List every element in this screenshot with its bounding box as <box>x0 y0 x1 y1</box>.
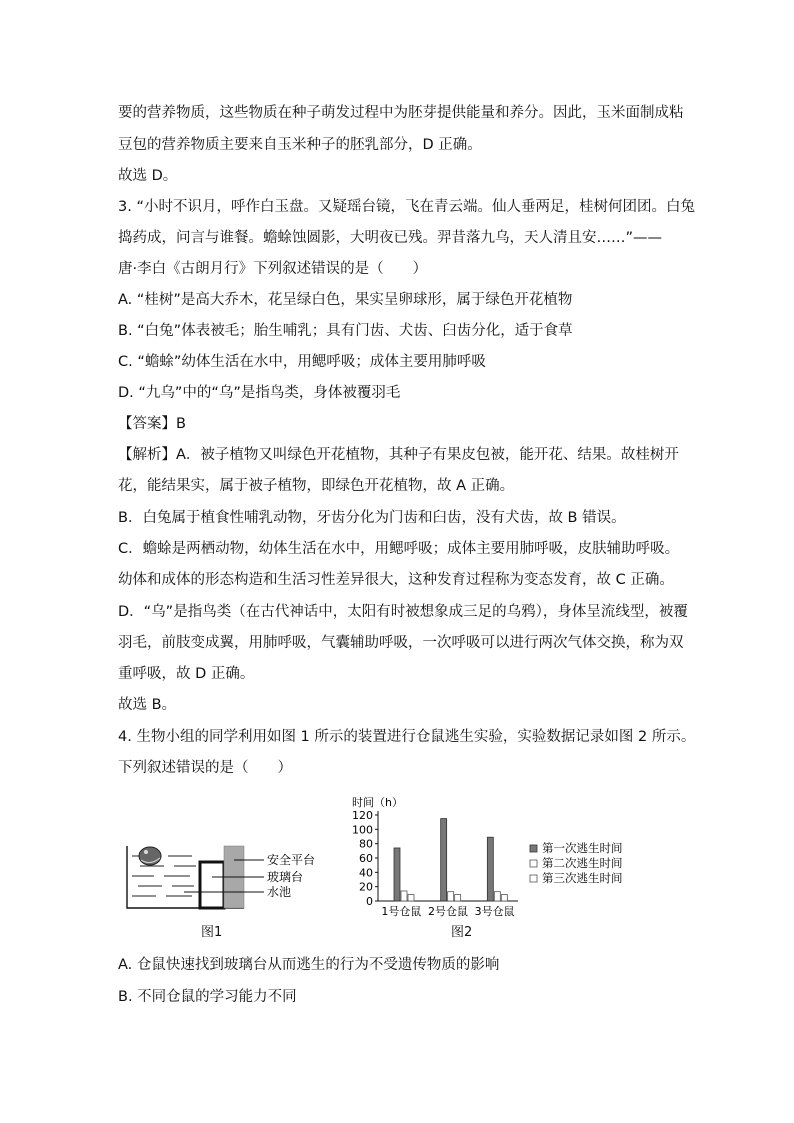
bar <box>408 895 414 901</box>
text-line: C. “蟾蜍”幼体生活在水中，用鳃呼吸；成体主要用肺呼吸 <box>118 354 486 370</box>
text-line: 故选 D。 <box>118 168 178 184</box>
category-label: 3号仓鼠 <box>474 905 515 918</box>
text-line: D．“乌”是指鸟类（在古代神话中，太阳有时被想象成三足的乌鸦），身体呈流线型，被覆 <box>118 604 688 620</box>
text-line: 重呼吸，故 D 正确。 <box>118 666 255 682</box>
bar <box>501 895 507 901</box>
text-line: A. “桂树”是高大乔木，花呈绿白色，果实呈卵球形，属于绿色开花植物 <box>118 292 573 308</box>
category-label: 1号仓鼠 <box>381 905 422 918</box>
figure1-apparatus <box>124 832 354 914</box>
y-tick-label: 0 <box>366 895 373 908</box>
bar <box>494 892 500 901</box>
bar <box>455 895 461 901</box>
figure1-caption: 图1 <box>201 925 223 940</box>
text-line: 花，能结果实，属于被子植物，即绿色开花植物，故 A 正确。 <box>118 478 515 494</box>
text-line: B. “白兔”体表被毛；胎生哺乳；具有门齿、犬齿、臼齿分化，适于食草 <box>118 323 573 339</box>
legend-label: 第一次逃生时间 <box>542 841 623 855</box>
text-line: 羽毛，前肢变成翼，用肺呼吸，气囊辅助呼吸，一次呼吸可以进行两次气体交换，称为双 <box>118 635 684 651</box>
y-tick-label: 120 <box>352 809 373 822</box>
answer-option: A. 仓鼠快速找到玻璃台从而逃生的行为不受遗传物质的影响 <box>118 957 500 973</box>
bar <box>441 819 447 901</box>
y-tick-label: 80 <box>359 837 373 851</box>
legend-swatch <box>530 875 537 882</box>
legend-swatch <box>530 860 537 867</box>
text-line: 唐·李白《古朗月行》下列叙述错误的是（ ） <box>118 261 428 277</box>
figure2-caption: 图2 <box>451 925 473 940</box>
y-tick-label: 20 <box>359 880 373 894</box>
glass-platform <box>200 862 224 908</box>
category-label: 2号仓鼠 <box>428 905 468 918</box>
label-glass-platform: 玻璃台 <box>267 870 304 884</box>
legend-swatch <box>530 845 537 852</box>
y-tick-label: 40 <box>359 866 373 880</box>
legend-label: 第二次逃生时间 <box>542 856 623 870</box>
bar <box>401 891 407 901</box>
text-line: 要的营养物质，这些物质在种子萌发过程中为胚芽提供能量和养分。因此，玉米面制成粘 <box>118 105 684 121</box>
y-tick-label: 100 <box>352 823 373 837</box>
bar <box>487 837 493 901</box>
legend-label: 第三次逃生时间 <box>542 871 623 885</box>
text-line: 4. 生物小组的同学利用如图 1 所示的装置进行仓鼠逃生实验，实验数据记录如图 2 所示。 <box>118 729 696 745</box>
text-line: D. “九乌”中的“乌”是指鸟类，身体被覆羽毛 <box>118 385 401 401</box>
text-line: 3. “小时不识月，呼作白玉盘。又疑瑶台镜，飞在青云端。仙人垂两足，桂树何团团。白兔 <box>118 199 695 215</box>
label-safe-platform: 安全平台 <box>267 853 316 867</box>
hamster-icon <box>139 847 161 865</box>
text-line: 下列叙述错误的是（ ） <box>118 760 292 776</box>
y-axis-label: 时间（h） <box>352 796 403 809</box>
text-line: 【解析】A．被子植物又叫绿色开花植物，其种子有果皮包被，能开花、结果。故桂树开 <box>118 447 679 463</box>
figure2-bar-chart <box>340 794 630 919</box>
text-line: 幼体和成体的形态构造和生活习性差异很大，这种发育过程称为变态发育，故 C 正确。 <box>118 572 674 588</box>
text-line: C．蟾蜍是两栖动物，幼体生活在水中，用鳃呼吸；成体主要用肺呼吸，皮肤辅助呼吸。 <box>118 541 680 557</box>
text-line: 豆包的营养物质主要来自玉米种子的胚乳部分，D 正确。 <box>118 137 482 153</box>
label-water-pool: 水池 <box>267 885 292 899</box>
text-line: 【答案】B <box>118 416 186 432</box>
y-tick-label: 60 <box>359 852 373 865</box>
answer-option: B. 不同仓鼠的学习能力不同 <box>118 989 297 1005</box>
text-line: 捣药成，问言与谁餐。蟾蜍蚀圆影，大明夜已残。羿昔落九乌，天人清且安……”—— <box>118 230 663 246</box>
text-line: 故选 B。 <box>118 697 177 713</box>
bar <box>394 848 400 901</box>
bar <box>448 892 454 901</box>
text-line: B．白兔属于植食性哺乳动物，牙齿分化为门齿和臼齿，没有犬齿，故 B 错误。 <box>118 510 626 526</box>
